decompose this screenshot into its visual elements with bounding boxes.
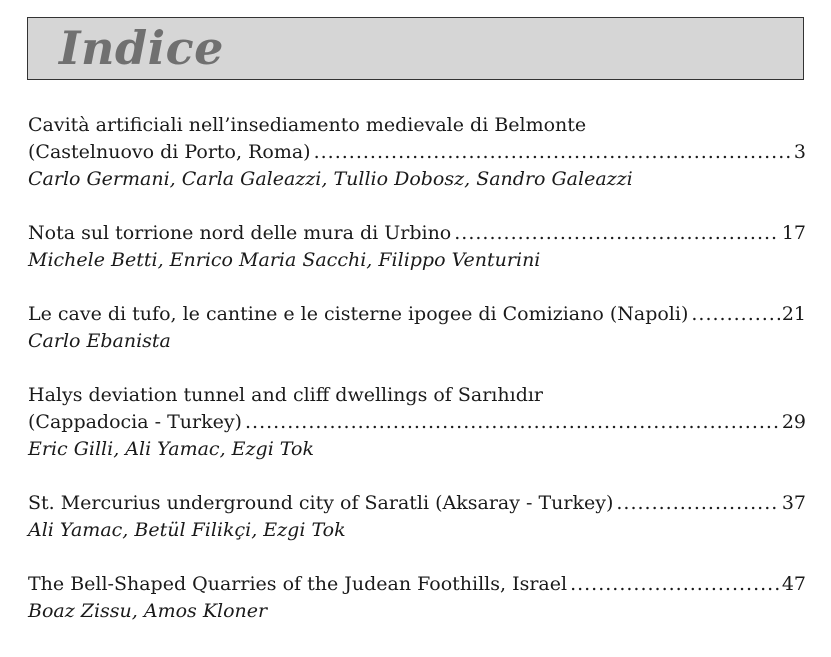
page-number: 21 [781, 303, 806, 325]
dot-leader [314, 139, 792, 166]
toc-entry[interactable] [28, 220, 806, 274]
toc-entry[interactable] [28, 490, 806, 544]
dot-leader [616, 490, 779, 517]
toc-title: The Bell-Shaped Quarries of the Judean Foothills, Israel [28, 573, 568, 595]
toc-title-line [28, 139, 806, 166]
table-of-contents [28, 112, 806, 652]
toc-authors: Carlo Ebanista [28, 330, 171, 352]
page-number: 37 [781, 492, 806, 514]
toc-title: Nota sul torrione nord delle mura di Urbino [28, 222, 452, 244]
toc-title-line [28, 571, 806, 598]
page-number: 47 [781, 573, 806, 595]
toc-title-line [28, 382, 806, 409]
toc-title-line [28, 490, 806, 517]
toc-authors: Carlo Germani, Carla Galeazzi, Tullio Dobosz, Sandro Galeazzi [28, 168, 633, 190]
toc-title: Cavità artificiali nell’insediamento medievale di Belmonte [28, 114, 587, 136]
toc-title-line [28, 301, 806, 328]
toc-authors: Michele Betti, Enrico Maria Sacchi, Filippo Venturini [28, 249, 541, 271]
toc-title: Le cave di tufo, le cantine e le cisterne ipogee di Comiziano (Napoli) [28, 303, 689, 325]
page-number: 3 [793, 141, 806, 163]
page-number: 17 [781, 222, 806, 244]
toc-entry[interactable] [28, 112, 806, 193]
dot-leader [454, 220, 780, 247]
toc-title-continued: (Castelnuovo di Porto, Roma) [28, 141, 311, 163]
page-title: Indice [59, 21, 224, 75]
toc-entry[interactable] [28, 382, 806, 463]
toc-title-line [28, 409, 806, 436]
dot-leader [691, 301, 779, 328]
dot-leader [245, 409, 780, 436]
toc-authors: Eric Gilli, Ali Yamac, Ezgi Tok [28, 438, 314, 460]
index-header [27, 17, 804, 80]
toc-title-line [28, 112, 806, 139]
toc-title-continued: (Cappadocia - Turkey) [28, 411, 242, 433]
toc-entry[interactable] [28, 571, 806, 625]
toc-entry[interactable] [28, 301, 806, 355]
toc-authors: Boaz Zissu, Amos Kloner [28, 600, 268, 622]
page-number: 29 [781, 411, 806, 433]
toc-title-line [28, 220, 806, 247]
toc-title: Halys deviation tunnel and cliff dwellings of Sarıhıdır [28, 384, 544, 406]
toc-authors: Ali Yamac, Betül Filikçi, Ezgi Tok [28, 519, 346, 541]
toc-title: St. Mercurius underground city of Saratli (Aksaray - Turkey) [28, 492, 614, 514]
dot-leader [570, 571, 780, 598]
